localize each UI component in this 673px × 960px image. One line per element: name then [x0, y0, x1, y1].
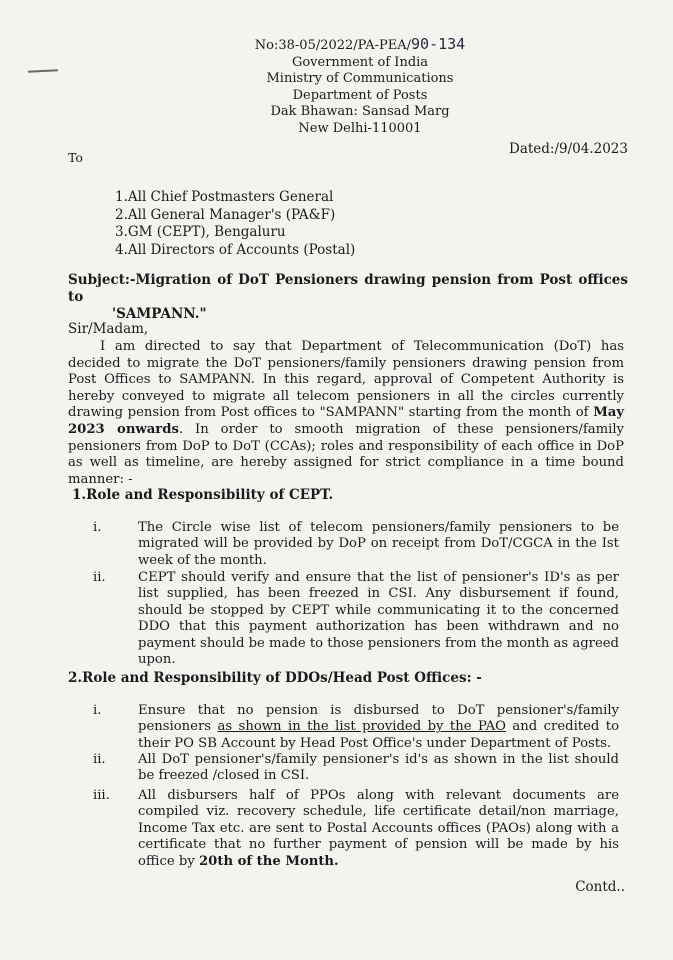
govt-line: Government of India	[291, 54, 429, 70]
addressee-list	[115, 189, 355, 259]
city-line: New Delhi-110001	[298, 120, 422, 136]
letterhead	[230, 36, 490, 137]
body-text-1: I am directed to say that Department of Telecommunication (DoT) has decided to migrate the DoT pensioners/family pensioners drawing pension from Post Offices to SAMPANN. In this regard, approval of Competent Authority is hereby conveyed to migrate all telecom pensioners in all the circles currently drawing pension from Post offices to "SAMPANN" starting from the month of	[68, 339, 624, 421]
section-1-heading: 1.Role and Responsibility of CEPT.	[72, 487, 334, 503]
item-text: The Circle wise list of telecom pensioners/family pensioners to be migrated will be provided by DoP on receipt from DoT/CGCA in the Ist week of the month.	[138, 520, 619, 568]
item-number: i.	[93, 703, 102, 718]
item-text: CEPT should verify and ensure that the list of pensioner's ID's as per list supplied, has been freezed in CSI. Any disbursement if found, should be stopped by CEPT while communicating it to the concerned DDO that this payment authorization has been withdrawn and no payment should be made to those pensioners from the month as agreed upon.	[138, 570, 620, 668]
addressee-item: 2.All General Manager's (PA&F)	[115, 206, 336, 223]
building-line: Dak Bhawan: Sansad Marg	[270, 104, 450, 119]
ref-no-handwritten: 90-134	[411, 35, 466, 53]
department-line: Department of Posts	[292, 87, 428, 103]
item-text: All DoT pensioner's/family pensioner's id's as shown in the list should be freezed /closed in CSI.	[138, 752, 619, 784]
item-number: iii.	[93, 788, 110, 803]
body-bold-date: May 2023 onwards	[68, 405, 624, 437]
item-text: All disbursers half of PPOs along with relevant documents are compiled viz. recovery schedule, life certificate detail/non marriage, Income Tax etc. are sent to Postal Accounts offices (PAOs) along with a certificate that no further payment of pension will be made by his office by 20th of the Month.	[138, 788, 619, 869]
item-number: ii.	[93, 752, 106, 767]
salutation: Sir/Madam,	[68, 321, 149, 337]
subject-line-1: Subject:-Migration of DoT Pensioners drawing pension from Post offices to	[68, 272, 628, 305]
ref-no-printed: No:38-05/2022/PA-PEA/	[254, 38, 412, 53]
date-line: Dated:/9/04.2023	[509, 141, 628, 157]
underlined-phrase: as shown in the list provided by the PAO	[217, 719, 506, 735]
margin-pen-mark	[28, 69, 58, 73]
body-text-2: . In order to smooth migration of these pensioners/family pensioners from DoP to DoT (CCAs); roles and responsibility of each office in DoP as well as timeline, are hereby assigned for strict compliance in a time bound manner: -	[68, 421, 624, 487]
addressee-item: 1.All Chief Postmasters General	[115, 189, 334, 205]
addressee-item: 4.All Directors of Accounts (Postal)	[115, 241, 356, 258]
section-2-heading: 2.Role and Responsibility of DDOs/Head Post Offices: -	[68, 670, 482, 686]
ministry-line: Ministry of Communications	[266, 71, 454, 86]
subject-line	[68, 272, 628, 323]
reference-number	[230, 36, 490, 55]
to-label: To	[68, 150, 83, 165]
bold-deadline: 20th of the Month.	[199, 853, 339, 869]
continued-note: Contd..	[575, 879, 625, 895]
subject-line-2: 'SAMPANN."	[112, 306, 207, 322]
item-number: ii.	[93, 570, 106, 585]
item-text: Ensure that no pension is disbursed to DoT pensioner's/family pensioners as shown in the list provided by the PAO and credited to their PO SB Account by Head Post Office's under Department of Posts.	[138, 703, 620, 751]
addressee-item: 3.GM (CEPT), Bengaluru	[115, 224, 286, 240]
item-number: i.	[93, 520, 102, 535]
body-paragraph	[68, 339, 624, 488]
